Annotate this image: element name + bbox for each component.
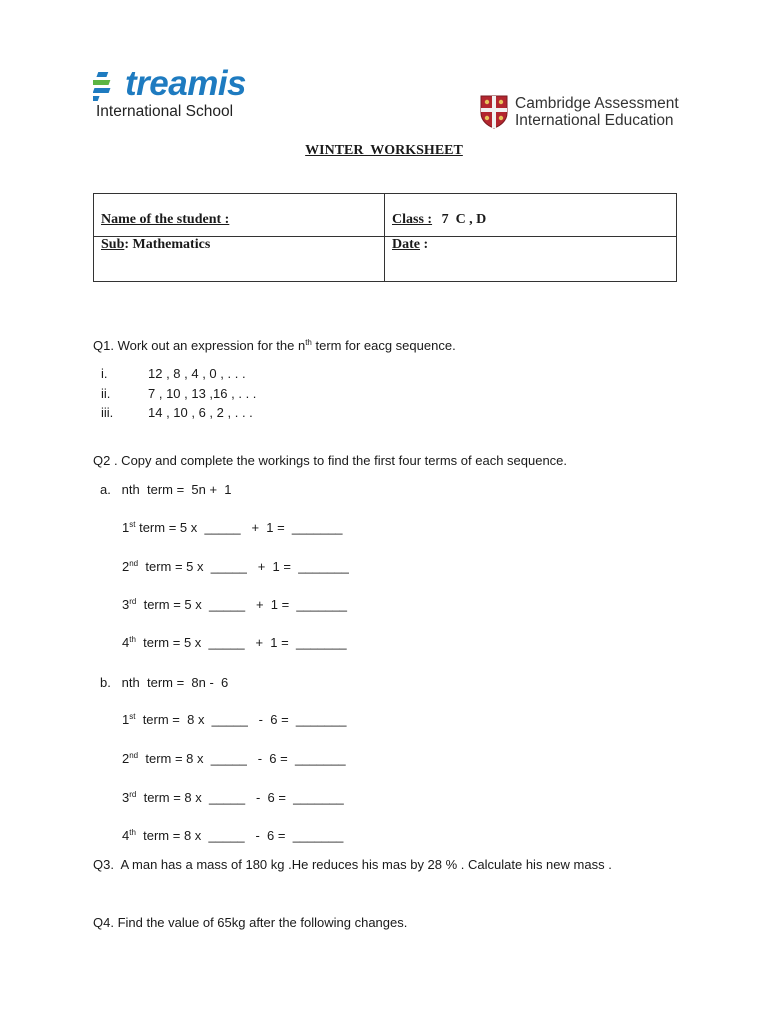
q2b-row [122,751,346,766]
treamis-mark-icon [93,70,127,104]
term-number: 1 [122,520,130,535]
cambridge-logo [480,95,700,131]
q2b-row [122,712,347,727]
subject-value: : Mathematics [124,237,211,252]
q1-item-sequence: 14 , 10 , 6 , 2 , . . . [148,405,253,420]
cambridge-line2: International Education [515,112,674,129]
table-divider-vertical [384,194,385,281]
term-working: term = 5 x _____ + 1 = _______ [136,597,348,612]
date-colon: : [420,237,429,252]
subject-label: Sub [101,237,125,252]
class-field [392,212,486,228]
term-ordinal: nd [129,559,139,568]
q2a-label: a. nth term = 5n + 1 [100,482,232,497]
term-number: 4 [122,828,130,843]
term-ordinal: nd [129,751,139,760]
q2a-row [122,597,347,612]
question-4: Q4. Find the value of 65kg after the following changes. [93,915,408,930]
term-working: term = 8 x _____ - 6 = _______ [138,751,346,766]
term-working: term = 5 x _____ + 1 = _______ [135,635,347,650]
term-working: term = 8 x _____ - 6 = _______ [136,790,344,805]
term-number: 3 [122,597,130,612]
q1-prefix: Q1. Work out an expression for the n [93,338,306,353]
q1-item-sequence: 7 , 10 , 13 ,16 , . . . [148,386,257,401]
term-ordinal: th [129,635,136,644]
term-number: 3 [122,790,130,805]
q2a-row [122,559,349,574]
term-ordinal: st [129,712,136,721]
term-ordinal: st [129,520,136,529]
class-label: Class : [392,212,433,227]
q1-item-num: ii. [101,386,111,401]
term-ordinal: th [129,828,136,837]
q2a-row [122,520,343,535]
student-info-table [93,193,677,282]
q2b-row [122,790,344,805]
term-number: 2 [122,751,130,766]
q1-item-num: i. [101,366,108,381]
term-working: term = 8 x _____ - 6 = _______ [135,828,344,843]
q2b-label: b. nth term = 8n - 6 [100,675,229,690]
term-number: 4 [122,635,130,650]
date-field [392,237,428,253]
term-working: term = 8 x _____ - 6 = _______ [135,712,347,727]
question-2: Q2 . Copy and complete the workings to find the first four terms of each sequence. [93,453,568,468]
worksheet-title: WINTER WORKSHEET [305,143,463,158]
school-subtitle: International School [96,103,234,120]
term-ordinal: rd [129,597,137,606]
cambridge-line1: Cambridge Assessment [515,95,679,112]
q1-superscript: th [305,338,312,347]
term-working: term = 5 x _____ + 1 = _______ [135,520,343,535]
q1-item-num: iii. [101,405,114,420]
treamis-wordmark: treamis [125,64,247,103]
question-1 [93,338,456,353]
q2a-row [122,635,347,650]
subject-field [101,237,210,253]
class-value: 7 C , D [441,212,487,227]
date-label: Date [392,237,420,252]
term-number: 2 [122,559,130,574]
q2b-row [122,828,343,843]
question-3: Q3. A man has a mass of 180 kg .He reduces his mas by 28 % . Calculate his new mass . [93,857,612,872]
treamis-logo [93,64,293,122]
term-ordinal: rd [129,790,137,799]
q1-suffix: term for eacg sequence. [311,338,456,353]
term-number: 1 [122,712,130,727]
term-working: term = 5 x _____ + 1 = _______ [138,559,349,574]
student-name-label: Name of the student : [101,212,230,227]
cambridge-shield-icon [480,95,508,129]
q1-item-sequence: 12 , 8 , 4 , 0 , . . . [148,366,246,381]
